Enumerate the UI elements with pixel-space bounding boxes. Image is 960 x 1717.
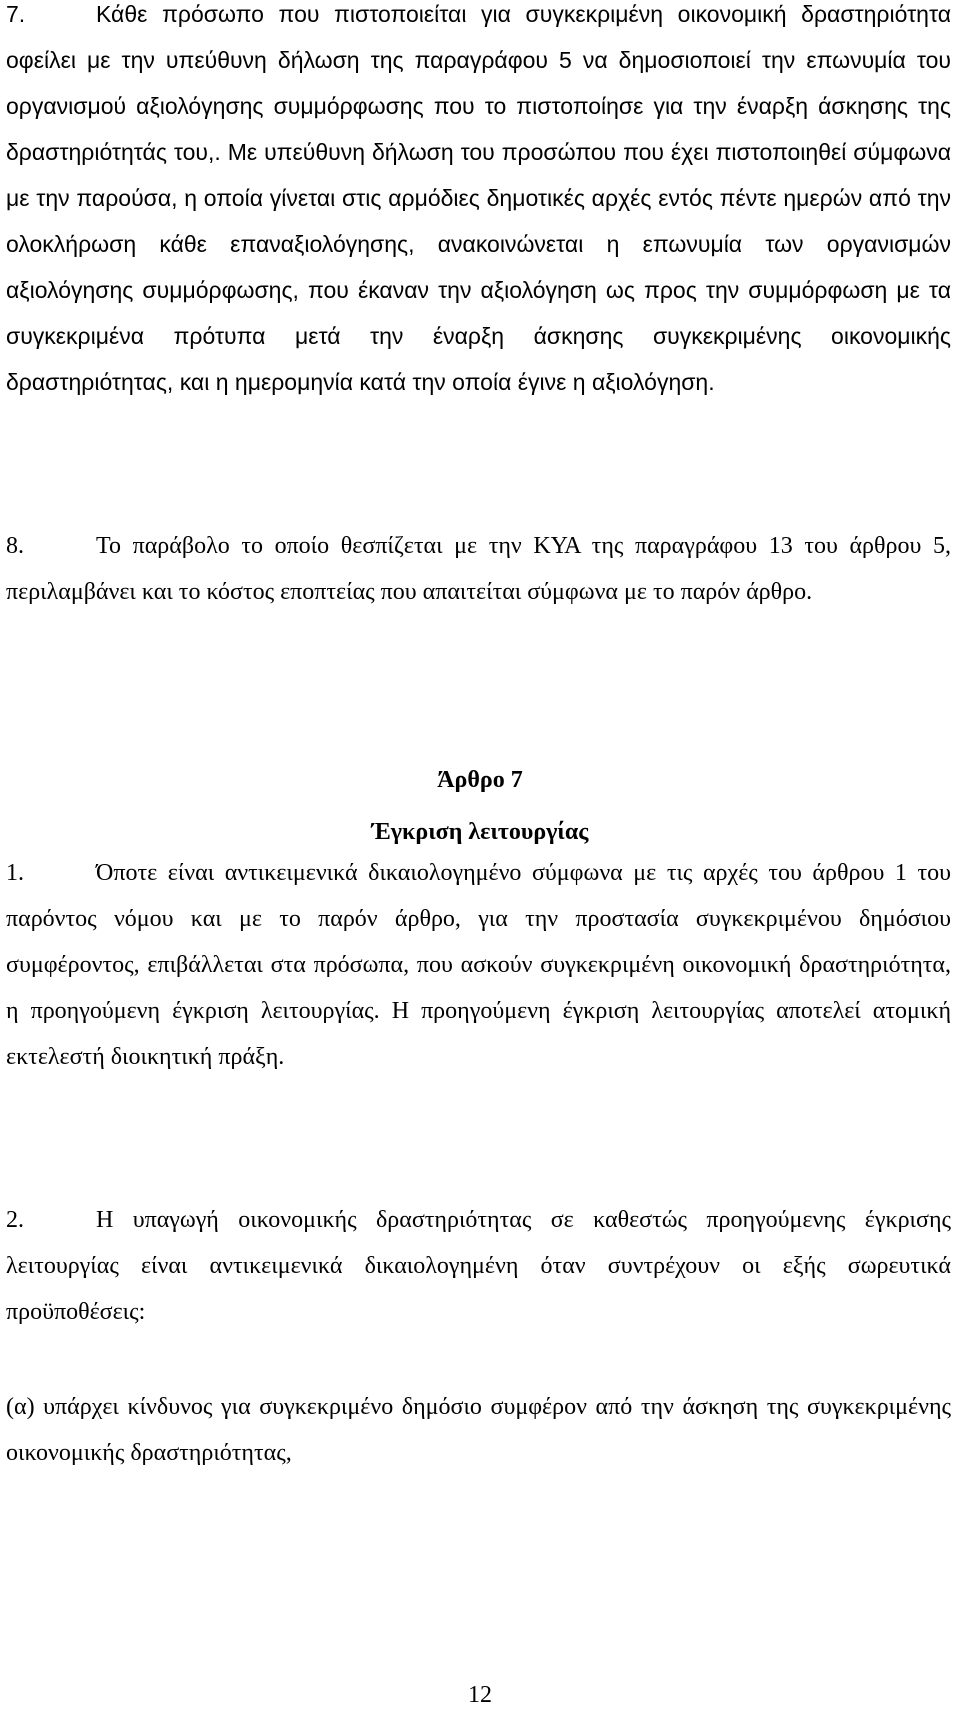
list-item-text: (α) υπάρχει κίνδυνος για συγκεκριμένο δημόσιο συμφέρον από την άσκηση της συγκεκριμένης οικονομικής δραστηριότητας, (6, 1394, 951, 1466)
page-number: 12 (468, 1682, 492, 1708)
paragraph-7 (6, 0, 951, 405)
paragraph-8 (6, 523, 951, 615)
paragraph-text: Όποτε είναι αντικειμενικά δικαιολογημένο σύμφωνα με τις αρχές του άρθρου 1 του παρόντος νόμου και με το παρόν άρθρο, για την προστασία συγκεκριμένου δημόσιου συμφέροντος, επιβάλλεται στα πρόσωπα, που ασκούν συγκεκριμένη οικονομική δραστηριότητα, η προηγούμενη έγκριση λειτουργίας. Η προηγούμενη έγκριση λειτουργίας αποτελεί ατομική εκτελεστή διοικητική πράξη. (6, 860, 951, 1070)
paragraph-text: Το παράβολο το οποίο θεσπίζεται με την ΚΥΑ της παραγράφου 13 του άρθρου 5, περιλαμβάνει και το κόστος εποπτείας που απαιτείται σύμφωνα με το παρόν άρθρο. (6, 533, 951, 605)
list-item-a (6, 1384, 951, 1476)
paragraph-number: 8. (6, 533, 24, 559)
paragraph-number: 7. (6, 1, 26, 27)
article-title: Άρθρο 7 (437, 767, 523, 793)
paragraph-number: 1. (6, 860, 24, 886)
article-subtitle: Έγκριση λειτουργίας (371, 819, 589, 845)
paragraph-text: Η υπαγωγή οικονομικής δραστηριότητας σε καθεστώς προηγούμενης έγκρισης λειτουργίας είναι αντικειμενικά δικαιολογημένη όταν συντρέχουν οι εξής σωρευτικά προϋποθέσεις: (6, 1207, 951, 1325)
paragraph-1 (6, 850, 951, 1080)
paragraph-number: 2. (6, 1207, 24, 1233)
paragraph-text: Κάθε πρόσωπο που πιστοποιείται για συγκεκριμένη οικονομική δραστηριότητα οφείλει με την υπεύθυνη δήλωση της παραγράφου 5 να δημοσιοποιεί την επωνυμία του οργανισμού αξιολόγησης συμμόρφωσης που το πιστοποίησε για την έναρξη άσκησης της δραστηριότητάς του,. Με υπεύθυνη δήλωση του προσώπου που έχει πιστοποιηθεί σύμφωνα με την παρούσα, η οποία γίνεται στις αρμόδιες δημοτικές αρχές εντός πέντε ημερών από την ολοκλήρωση κάθε επαναξιολόγησης, ανακοινώνεται η επωνυμία των οργανισμών αξιολόγησης συμμόρφωσης, που έκαναν την αξιολόγηση ως προς την συμμόρφωση με τα συγκεκριμένα πρότυπα μετά την έναρξη άσκησης συγκεκριμένης οικονομικής δραστηριότητας, και η ημερομηνία κατά την οποία έγινε η αξιολόγηση. (6, 1, 951, 395)
paragraph-2 (6, 1197, 951, 1335)
